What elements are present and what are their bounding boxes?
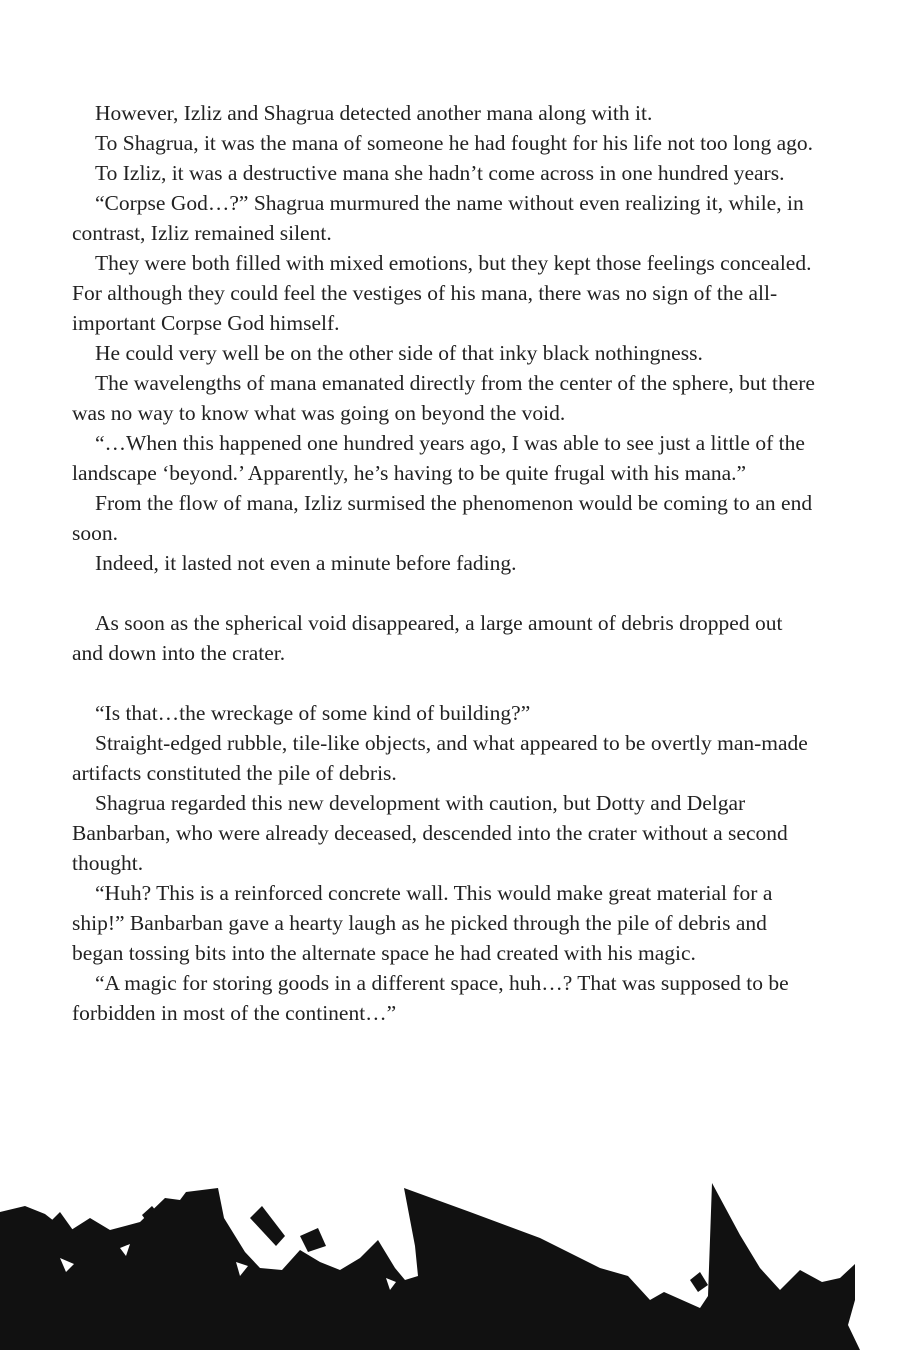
paragraph: From the flow of mana, Izliz surmised the phenomenon would be coming to an end soon.	[72, 491, 813, 545]
paragraph: He could very well be on the other side of that inky black nothingness.	[95, 341, 703, 365]
debris-rubble	[300, 1228, 326, 1252]
scene-break	[72, 668, 817, 698]
paragraph: The wavelengths of mana emanated directly from the center of the sphere, but there was no way to know what was going on beyond the void.	[72, 371, 815, 425]
paragraph: As soon as the spherical void disappeared, a large amount of debris dropped out and down into the crater.	[72, 611, 783, 665]
debris-shard	[250, 1206, 285, 1246]
paragraph: Shagrua regarded this new development with caution, but Dotty and Delgar Banbarban, who were already deceased, descended into the crater without a second thought.	[72, 791, 788, 875]
paragraph: “…When this happened one hundred years ago, I was able to see just a little of the landscape ‘beyond.’ Apparently, he’s having to be quite frugal with his mana.”	[72, 431, 805, 485]
paragraph: “A magic for storing goods in a different space, huh…? That was supposed to be forbidden in most of the continent…”	[72, 971, 789, 1025]
debris-rubble	[690, 1272, 708, 1292]
page-text	[72, 98, 817, 1028]
paragraph: Straight-edged rubble, tile-like objects, and what appeared to be overtly man-made artifacts constituted the pile of debris.	[72, 731, 808, 785]
paragraph: They were both filled with mixed emotions, but they kept those feelings concealed. For although they could feel the vestiges of his mana, there was no sign of the all-important Corpse God himself.	[72, 251, 812, 335]
paragraph: “Corpse God…?” Shagrua murmured the name without even realizing it, while, in contrast, Izliz remained silent.	[72, 191, 804, 245]
paragraph: “Huh? This is a reinforced concrete wall. This would make great material for a ship!” Banbarban gave a hearty laugh as he picked through the pile of debris and began tossing bits into the alternate space he had created with his magic.	[72, 881, 773, 965]
paragraph: To Shagrua, it was the mana of someone he had fought for his life not too long ago.	[95, 131, 813, 155]
debris-silhouette-illustration	[0, 1170, 900, 1350]
paragraph: “Is that…the wreckage of some kind of building?”	[95, 701, 531, 725]
debris-silhouette	[0, 1183, 860, 1350]
paragraph: Indeed, it lasted not even a minute before fading.	[95, 551, 517, 575]
paragraph: To Izliz, it was a destructive mana she hadn’t come across in one hundred years.	[95, 161, 785, 185]
paragraph: However, Izliz and Shagrua detected another mana along with it.	[95, 101, 653, 125]
scene-break	[72, 578, 817, 608]
